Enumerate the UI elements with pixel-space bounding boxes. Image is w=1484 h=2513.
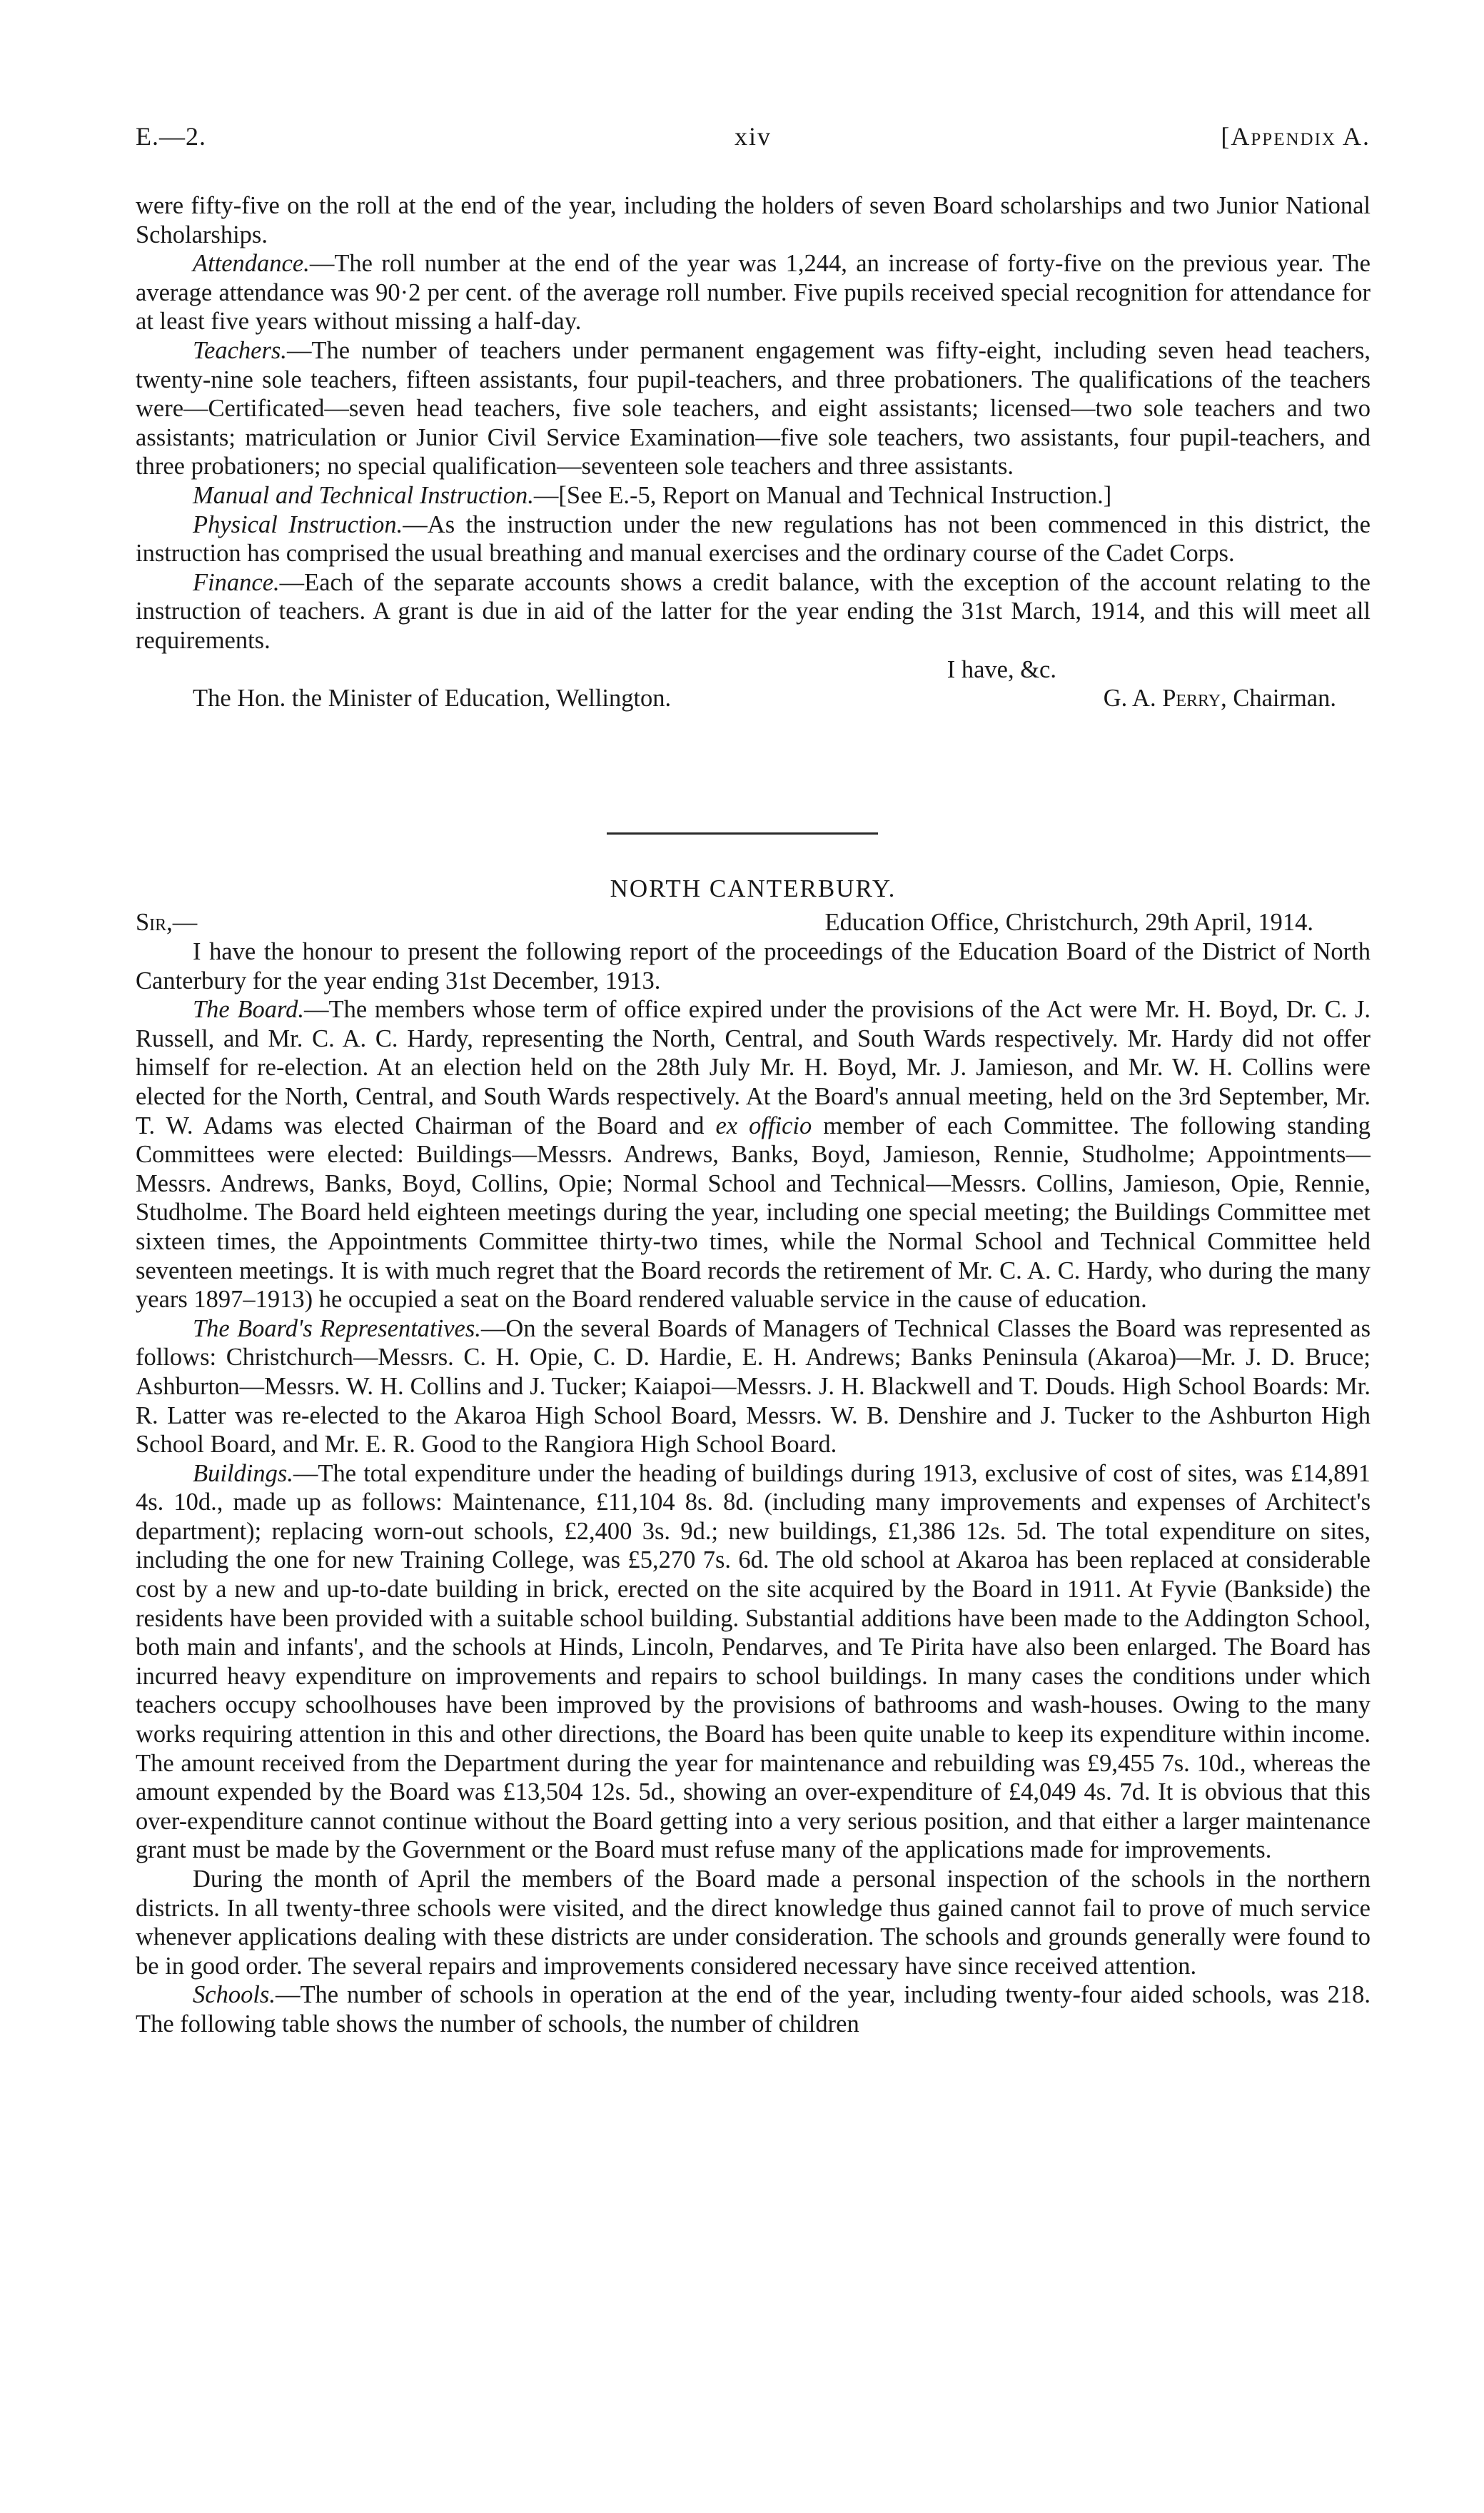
paragraph-attendance: Attendance.—The roll number at the end of the year was 1,244, an increase of forty-five on the previous year. The average attendance was 90·2 per cent. of the average roll number. Five pupils received special recognition for attendance for at least five years without missing a half-day.: [136, 250, 1371, 336]
header-appendix: [Appendix A.: [1221, 122, 1371, 151]
salutation-line: [136, 908, 1371, 937]
paragraph-physical: Physical Instruction.—As the instruction under the new regulations has not been commenced in this district, the instruction has comprised the usual breathing and manual exercises and the ordinary course of the Cadet Corps.: [136, 510, 1371, 568]
signature-line: [136, 684, 1371, 713]
paragraph-schools: Schools.—The number of schools in operation at the end of the year, including twenty-four aided schools, was 218. The following table shows the number of schools, the number of children: [136, 1981, 1371, 2038]
section-title: NORTH CANTERBURY.: [610, 875, 897, 902]
paragraph-teachers: Teachers.—The number of teachers under permanent engagement was fifty-eight, including seven head teachers, twenty-nine sole teachers, fifteen assistants, four pupil-teachers, and three probationers. The qualifications of the teachers were—Certificated—seven head teachers, five sole teachers, and eight assistants; licensed—two sole teachers and two assistants; matriculation or Junior Civil Service Examination—five sole teachers, two assistants, four pupil-teachers, and three probationers; no special qualification—seventeen sole teachers and three assistants.: [136, 336, 1371, 480]
heading-buildings: Buildings.: [193, 1459, 293, 1487]
dateline: Education Office, Christchurch, 29th April, 1914.: [824, 909, 1313, 936]
paragraph-inspection: During the month of April the members of the Board made a personal inspection of the schools in the northern districts. In all twenty-three schools were visited, and the direct knowledge thus gained cannot fail to prove of much service whenever applications dealing with these districts are under consideration. The schools and grounds generally were found to be in good order. The several repairs and improvements considered necessary have since received attention.: [136, 1865, 1371, 1980]
heading-finance: Finance.: [193, 568, 280, 596]
heading-physical: Physical Instruction.: [193, 510, 403, 538]
heading-representatives: The Board's Representatives.: [193, 1314, 481, 1342]
signer: G. A. Perry, Chairman.: [1103, 685, 1336, 712]
paragraph-buildings: Buildings.—The total expenditure under the heading of buildings during 1913, exclusive of cost of sites, was £14,891 4s. 10d., made up as follows: Maintenance, £11,104 8s. 8d. (including many improvements and expenses of Architect's department); replacing worn-out schools, £2,400 3s. 9d.; new buildings, £1,386 12s. 5d. The total expenditure on sites, including the one for new Training College, was £5,270 7s. 6d. The old school at Akaroa has been replaced at considerable cost by a new and up-to-date building in brick, erected on the site acquired by the Board in 1911. At Fyvie (Bankside) the residents have been provided with a suitable school building. Substantial additions have been made to the Addington School, both main and infants', and the schools at Hinds, Lincoln, Pendarves, and Te Pirita have also been enlarged. The Board has incurred heavy expenditure on improvements and repairs to school buildings. In many cases the conditions under which teachers occupy schoolhouses have been improved by the provisions of bathrooms and wash-houses. Owing to the many works requiring attention in this and other directions, the Board has been quite unable to keep its expenditure within income. The amount received from the Department during the year for maintenance and rebuilding was £9,455 7s. 10d., whereas the amount expended by the Board was £13,504 12s. 5d., showing an over-expenditure of £4,049 4s. 7d. It is obvious that this over-expenditure cannot continue without the Board getting into a very serious position, and that either a larger maintenance grant must be made by the Government or the Board must refuse many of the applications made for improvements.: [136, 1459, 1371, 1864]
page-header: [136, 121, 1371, 171]
page-number: xiv: [734, 122, 772, 151]
section-previous-report: [136, 191, 1371, 713]
heading-schools: Schools.: [193, 1981, 276, 2009]
addressee: The Hon. the Minister of Education, Wellington.: [193, 685, 672, 712]
paragraph-board: The Board.—The members whose term of office expired under the provisions of the Act were Mr. H. Boyd, Dr. C. J. Russell, and Mr. C. A. C. Hardy, representing the North, Central, and South Wards respectively. Mr. Hardy did not offer himself for re-election. At an election held on the 28th July Mr. H. Boyd, Mr. J. Jamieson, and Mr. W. H. Collins were elected for the North, Central, and South Wards respectively. At the Board's annual meeting, held on the 3rd September, Mr. T. W. Adams was elected Chairman of the Board and ex officio member of each Committee. The following standing Committees were elected: Buildings—Messrs. Andrews, Banks, Boyd, Jamieson, Rennie, Studholme; Appointments—Messrs. Andrews, Banks, Boyd, Collins, Opie; Normal School and Technical—Messrs. Collins, Jamieson, Opie, Rennie, Studholme. The Board held eighteen meetings during the year, including one special meeting; the Buildings Committee met sixteen times, the Appointments Committee thirty-two times, while the Normal School and Technical Committee held seventeen meetings. It is with much regret that the Board records the retirement of Mr. C. A. C. Hardy, who during the many years 1897–1913) he occupied a seat on the Board rendered valuable service in the cause of education.: [136, 996, 1371, 1314]
paragraph-representatives: The Board's Representatives.—On the several Boards of Managers of Technical Classes the Board was represented as follows: Christchurch—Messrs. C. H. Opie, C. D. Hardie, E. H. Andrews; Banks Peninsula (Akaroa)—Mr. J. D. Bruce; Ashburton—Messrs. W. H. Collins and J. Tucker; Kaiapoi—Messrs. J. H. Blackwell and T. Douds. High School Boards: Mr. R. Latter was re-elected to the Akaroa High School Board, Messrs. W. B. Denshire and J. Tucker to the Ashburton High School Board, and Mr. E. R. Good to the Rangiora High School Board.: [136, 1314, 1371, 1459]
closing: I have, &c.: [947, 655, 1056, 683]
paragraph-manual: Manual and Technical Instruction.—[See E.-5, Report on Manual and Technical Instruction.]: [193, 481, 1112, 509]
heading-teachers: Teachers.: [193, 336, 287, 364]
paragraph-intro: I have the honour to present the following report of the proceedings of the Education Board of the District of North Canterbury for the year ending 31st December, 1913.: [136, 938, 1371, 994]
heading-board: The Board.: [193, 996, 305, 1024]
header-reference: E.—2.: [136, 122, 206, 151]
section-divider: [607, 832, 878, 835]
paragraph-continuation: were fifty-five on the roll at the end of the year, including the holders of seven Board scholarships and two Junior National Scholarships.: [136, 192, 1371, 248]
heading-manual: Manual and Technical Instruction.: [193, 481, 534, 509]
salutation: Sir,—: [136, 909, 198, 936]
paragraph-finance: Finance.—Each of the separate accounts shows a credit balance, with the exception of the account relating to the instruction of teachers. A grant is due in aid of the latter for the year ending the 31st March, 1914, and this will meet all requirements.: [136, 568, 1371, 654]
heading-attendance: Attendance.: [193, 250, 310, 278]
section-north-canterbury: [136, 908, 1371, 2039]
